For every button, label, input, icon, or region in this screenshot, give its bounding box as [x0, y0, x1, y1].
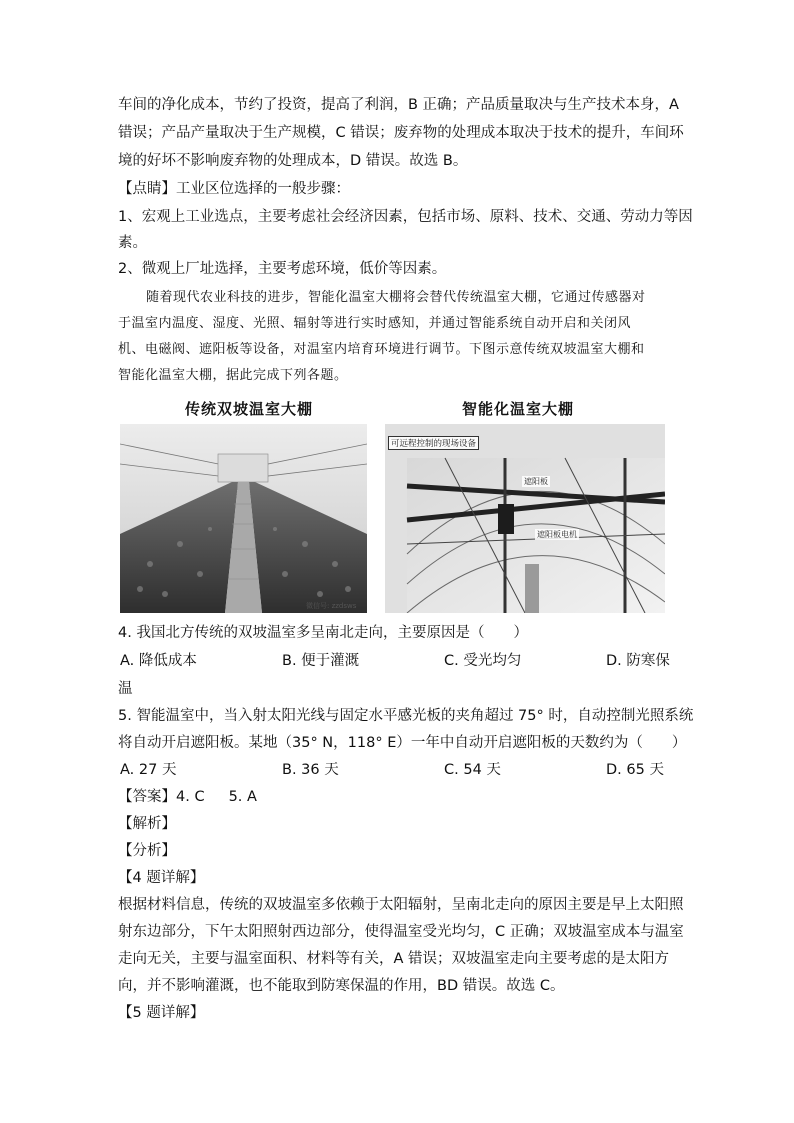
traditional-greenhouse-photo — [120, 424, 367, 613]
text-line: 素。 — [118, 235, 147, 251]
q4-stem: 4. 我国北方传统的双坡温室多呈南北走向，主要原因是（ ） — [118, 625, 528, 641]
material-line: 于温室内温度、湿度、光照、辐射等进行实时感知，并通过智能系统自动开启和关闭风 — [118, 316, 632, 331]
text-line: 车间的净化成本，节约了投资，提高了利润，B 正确；产品质量取决与生产技术本身，A — [118, 97, 679, 113]
q4-option-d-wrap: 温 — [118, 681, 133, 697]
text-line: 错误；产品产量取决于生产规模，C 错误；废弃物的处理成本取决于技术的提升，车间环 — [118, 125, 684, 141]
shade-motor-label: 遮阳板电机 — [537, 530, 577, 539]
watermark-text: 微信号: zzdsws — [306, 602, 357, 610]
remote-device-label: 可远程控制的现场设备 — [388, 436, 479, 450]
q4-detail-line: 射东边部分，下午太阳照射西边部分，使得温室受光均匀，C 正确；双坡温室成本与温室 — [118, 924, 684, 940]
text-line: 境的好坏不影响废弃物的处理成本，D 错误。故选 B。 — [118, 153, 468, 169]
dianjing-tag: 【点睛】 — [118, 181, 176, 197]
left-figure-caption: 传统双坡温室大棚 — [185, 400, 314, 418]
material-line: 随着现代农业科技的进步，智能化温室大棚将会替代传统温室大棚，它通过传感器对 — [146, 290, 646, 305]
dianjing-section — [118, 179, 350, 199]
q4-detail-heading: 【4 题详解】 — [118, 870, 205, 886]
right-figure-caption: 智能化温室大棚 — [462, 400, 575, 418]
answer-q4: 4. C — [176, 789, 205, 805]
answer-tag: 【答案】 — [118, 789, 176, 805]
material-line: 机、电磁阀、遮阳板等设备，对温室内培育环境进行调节。下图示意传统双坡温室大棚和 — [118, 342, 645, 357]
q4-option-b: B. 便于灌溉 — [282, 653, 360, 669]
q4-option-c: C. 受光均匀 — [444, 653, 522, 669]
q4-option-d: D. 防寒保 — [606, 653, 670, 669]
jiexi-heading: 【解析】 — [118, 816, 176, 832]
q4-detail-line: 向，并不影响灌溉，也不能取到防寒保温的作用，BD 错误。故选 C。 — [118, 978, 565, 994]
q5-option-c: C. 54 天 — [444, 762, 501, 778]
material-line: 智能化温室大棚，据此完成下列各题。 — [118, 368, 348, 383]
q4-detail-line: 走向无关，主要与温室面积、材料等有关，A 错误；双坡温室走向主要考虑的是太阳方 — [118, 951, 670, 967]
smart-greenhouse-image — [385, 424, 665, 613]
dianjing-text: 工业区位选择的一般步骤： — [176, 181, 350, 197]
q4-option-a: A. 降低成本 — [120, 653, 197, 669]
q5-stem: 5. 智能温室中，当入射太阳光线与固定水平感光板的夹角超过 75° 时，自动控制光照系统 — [118, 708, 694, 724]
q5-detail-heading: 【5 题详解】 — [118, 1005, 205, 1021]
q5-option-a: A. 27 天 — [120, 762, 177, 778]
traditional-greenhouse-image — [120, 424, 367, 613]
text-line: 2、微观上厂址选择，主要考虑环境，低价等因素。 — [118, 261, 447, 277]
fenxi-heading: 【分析】 — [118, 843, 176, 859]
answer-line — [118, 787, 257, 807]
smart-greenhouse-photo — [385, 424, 665, 613]
q4-detail-line: 根据材料信息，传统的双坡温室多依赖于太阳辐射，呈南北走向的原因主要是早上太阳照 — [118, 897, 684, 913]
shade-board-label: 遮阳板 — [524, 477, 548, 486]
text-line: 1、宏观上工业选点，主要考虑社会经济因素，包括市场、原料、技术、交通、劳动力等因 — [118, 209, 693, 225]
q5-option-b: B. 36 天 — [282, 762, 339, 778]
q5-stem: 将自动开启遮阳板。某地（35° N，118° E）一年中自动开启遮阳板的天数约为（ ） — [118, 735, 687, 751]
q5-option-d: D. 65 天 — [606, 762, 664, 778]
answer-q5: 5. A — [228, 789, 257, 805]
